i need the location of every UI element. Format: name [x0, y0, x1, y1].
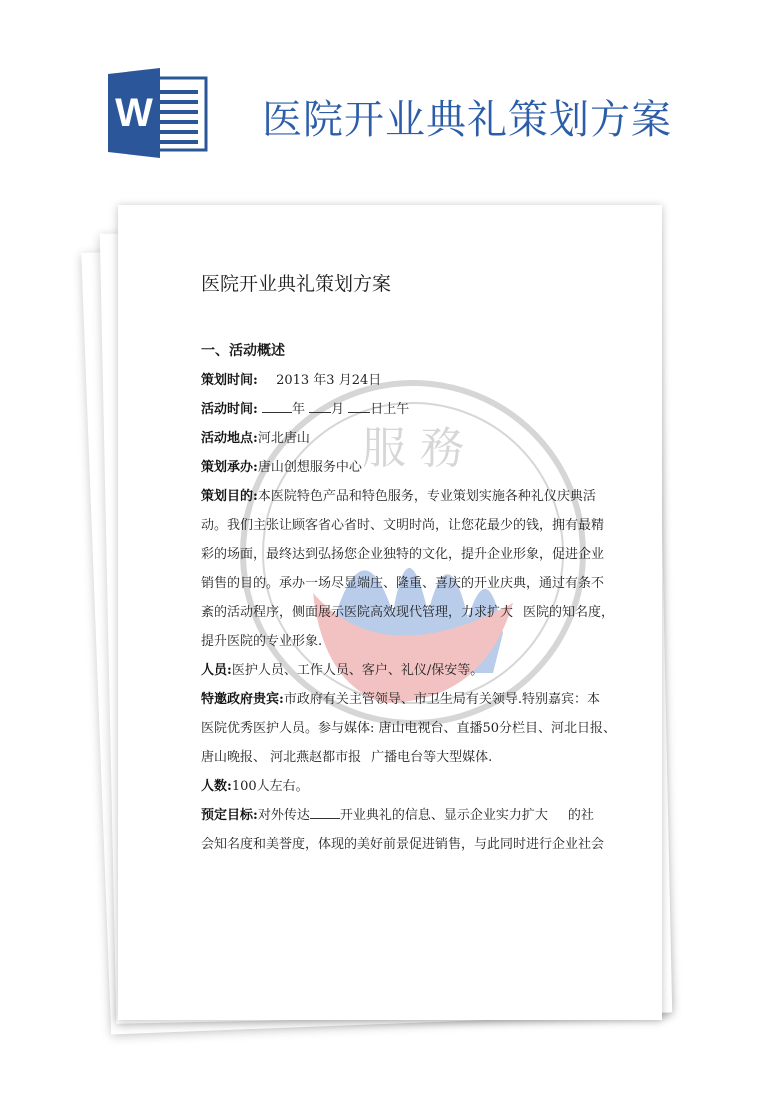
document-title: 医院开业典礼策划方案 — [201, 273, 392, 295]
banner-title: 医院开业典礼策划方案 — [262, 97, 672, 143]
seal-text: 服 務 — [362, 423, 464, 474]
target-blank — [310, 804, 340, 819]
count-label: 人数: — [201, 779, 232, 794]
organizer-line — [201, 453, 621, 482]
target-line-2: 会知名度和美誉度，体现的美好前景促进销售，与此同时进行企业社会 — [201, 837, 605, 852]
event-time-day: 日上午 — [370, 402, 410, 417]
event-time-year: 年 — [291, 402, 305, 417]
day-blank — [348, 398, 370, 413]
count-value: 100人左右。 — [231, 779, 309, 794]
staff-line — [201, 656, 621, 685]
event-time-label: 活动时间: — [201, 402, 258, 417]
event-time-month: 月 — [331, 402, 345, 417]
target-label: 预定目标: — [201, 808, 258, 823]
event-time-line — [201, 395, 621, 424]
purpose-line-2: 动。我们主张让顾客省心省时、文明时尚，让您花最少的钱，拥有最精 — [201, 518, 605, 533]
organizer-label: 策划承办: — [201, 460, 258, 475]
purpose-line-3: 彩的场面，最终达到弘扬您企业独特的文化，提升企业形象，促进企业 — [201, 547, 605, 562]
section-heading-overview: 一、活动概述 — [201, 343, 285, 359]
purpose-label: 策划目的: — [201, 489, 258, 504]
purpose-line-5b: 医院的知名度， — [523, 605, 615, 620]
plan-time-label: 策划时间: — [201, 373, 258, 388]
purpose-line-6: 提升医院的专业形象. — [201, 634, 323, 649]
target-line-1b: 开业典礼的信息、显示企业实力扩大 — [339, 808, 548, 823]
month-blank — [309, 398, 331, 413]
guests-line-2: 医院优秀医护人员。参与媒体: 唐山电视台、直播50分栏目、河北日报、 — [201, 721, 617, 736]
staff-label: 人员: — [201, 663, 232, 678]
target-line-1a: 对外传达 — [257, 808, 310, 823]
target-line-1c: 的社 — [567, 808, 594, 823]
location-line — [201, 424, 621, 453]
guests-paragraph — [201, 685, 621, 772]
purpose-line-1: 本医院特色产品和特色服务，专业策划实施各种礼仪庆典活 — [257, 489, 596, 504]
organizer-value: 唐山创想服务中心 — [257, 460, 362, 475]
guests-line-3b: 广播电台等大型媒体. — [371, 750, 493, 765]
target-paragraph — [201, 801, 621, 859]
year-blank — [262, 398, 292, 413]
plan-time-line — [201, 366, 621, 395]
staff-value: 医护人员、工作人员、客户、礼仪/保安等。 — [231, 663, 484, 678]
purpose-line-5a: 紊的活动程序，侧面展示医院高效现代管理，力求扩大 — [201, 605, 514, 620]
purpose-paragraph — [201, 482, 621, 656]
plan-time-value: 2013 年3 月24日 — [276, 373, 382, 388]
count-line — [201, 772, 621, 801]
guests-line-1: 市政府有关主管领导、市卫生局有关领导.特别嘉宾：本 — [283, 692, 600, 707]
location-value: 河北唐山 — [257, 431, 310, 446]
word-document-icon — [108, 68, 208, 158]
word-icon-letter: W — [115, 91, 153, 135]
document-body — [201, 269, 621, 859]
guests-label: 特邀政府贵宾: — [201, 692, 284, 707]
document-page — [118, 205, 662, 1020]
guests-line-3a: 唐山晚报、 河北燕赵都市报 — [201, 750, 362, 765]
location-label: 活动地点: — [201, 431, 258, 446]
purpose-line-4: 销售的目的。承办一场尽显端庄、隆重、喜庆的开业庆典，通过有条不 — [201, 576, 605, 591]
